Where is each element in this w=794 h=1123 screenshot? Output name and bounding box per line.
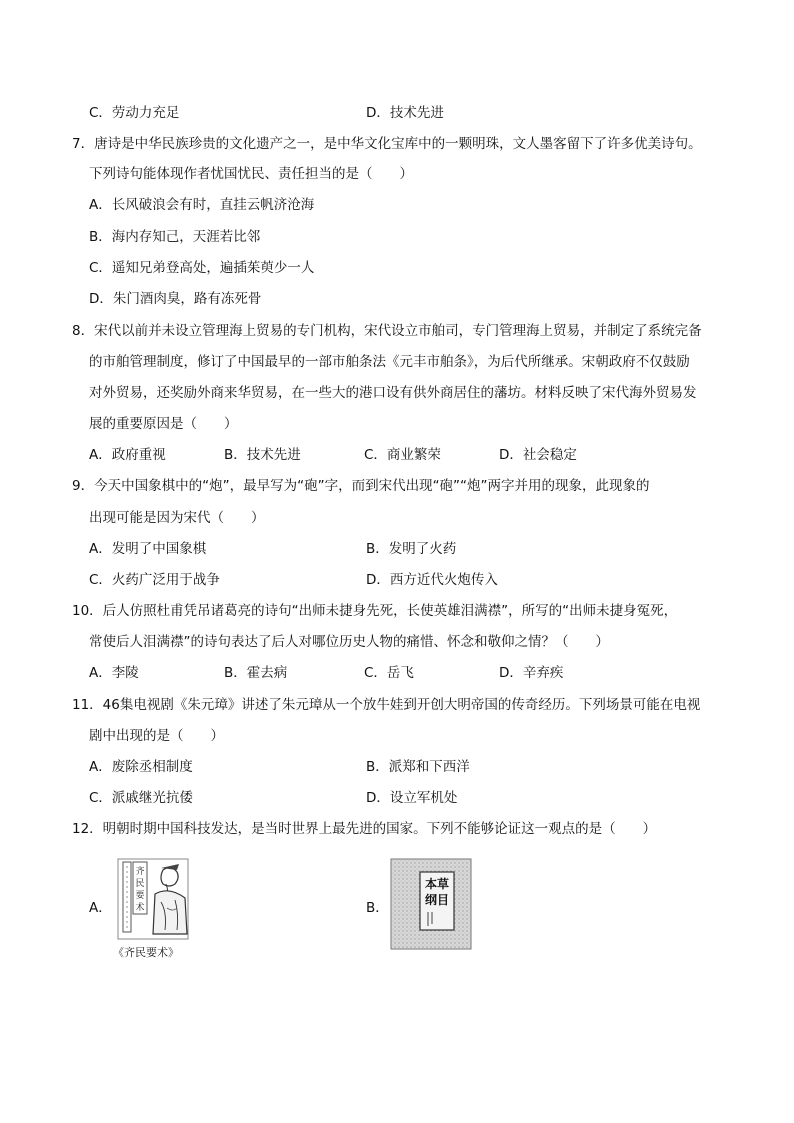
q8-stem-line-1: 8．宋代以前并未设立管理海上贸易的专门机构，宋代设立市舶司，专门管理海上贸易，并制定了系统完备: [72, 323, 702, 339]
q10-option-c: C．岳飞: [364, 665, 414, 681]
q7-option-b: B．海内存知己，天涯若比邻: [89, 229, 261, 245]
q9-option-a: A．发明了中国象棋: [89, 541, 207, 557]
q9-stem-line-2: 出现可能是因为宋代（ ）: [89, 510, 265, 526]
q8-option-d: D．社会稳定: [499, 447, 577, 463]
svg-text:民: 民: [135, 879, 145, 889]
q10-option-a: A．李陵: [89, 665, 139, 681]
q11-option-b: B．派郑和下西洋: [366, 759, 470, 775]
q7-option-a: A．长风破浪会有时，直挂云帆济沧海: [89, 197, 315, 213]
q12-option-b: B．: [366, 900, 389, 916]
svg-text:本草: 本草: [424, 877, 450, 891]
q11-option-c: C．派戚继光抗倭: [89, 790, 193, 806]
svg-text:纲目: 纲目: [424, 893, 450, 907]
bencao-gangmu-illustration: [390, 858, 472, 950]
q8-option-c: C．商业繁荣: [364, 447, 441, 463]
q8-stem-line-4: 展的重要原因是（ ）: [89, 416, 238, 432]
q9-option-c: C．火药广泛用于战争: [89, 572, 220, 588]
svg-text:齐: 齐: [135, 867, 145, 877]
q8-option-a: A．政府重视: [89, 447, 166, 463]
q8-stem-line-2: 的市舶管理制度，修订了中国最早的一部市舶条法《元丰市舶条》，为后代所继承。宋朝政府不仅鼓励: [89, 354, 690, 370]
q7-stem-line-1: 7．唐诗是中华民族珍贵的文化遗产之一，是中华文化宝库中的一颗明珠，文人墨客留下了许多优美诗句。: [72, 136, 702, 152]
q10-option-d: D．辛弃疾: [499, 665, 564, 681]
q10-stem-line-1: 10．后人仿照杜甫凭吊诸葛亮的诗句“出师未捷身先死，长使英雄泪满襟”，所写的“出师未捷身冤死，: [72, 603, 678, 619]
q6-option-c: C．劳动力充足: [89, 105, 180, 121]
q10-option-b: B．霍去病: [224, 665, 288, 681]
svg-text:术: 术: [135, 903, 145, 913]
q12-option-a: A．: [89, 900, 112, 916]
q9-option-d: D．西方近代火炮传入: [366, 572, 498, 588]
q9-option-b: B．发明了火药: [366, 541, 457, 557]
q8-stem-line-3: 对外贸易，还奖励外商来华贸易，在一些大的港口设有供外商居住的藩坊。材料反映了宋代海外贸易发: [89, 385, 697, 401]
q11-stem-line-2: 剧中出现的是（ ）: [89, 728, 224, 744]
q12-stem-line-1: 12．明朝时期中国科技发达，是当时世界上最先进的国家。下列不能够论证这一观点的是（ ）: [72, 821, 657, 837]
q11-stem-line-1: 11．46集电视剧《朱元璋》讲述了朱元璋从一个放牛娃到开创大明帝国的传奇经历。下列场景可能在电视: [72, 697, 701, 713]
q11-option-d: D．设立军机处: [366, 790, 458, 806]
q6-option-d: D．技术先进: [366, 105, 444, 121]
q9-stem-line-1: 9．今天中国象棋中的“炮”，最早写为“砲”字，而到宋代出现“砲”“炮”两字并用的现象，此现象的: [72, 478, 650, 494]
q10-stem-line-2: 常使后人泪满襟”的诗句表达了后人对哪位历史人物的痛惜、怀念和敬仰之情？（ ）: [89, 634, 609, 650]
q7-stem-line-2: 下列诗句能体现作者忧国忧民、责任担当的是（ ）: [89, 166, 413, 182]
q8-option-b: B．技术先进: [224, 447, 301, 463]
q7-option-c: C．遥知兄弟登高处，遍插茱萸少一人: [89, 260, 315, 276]
svg-text:要: 要: [135, 891, 145, 901]
q7-option-d: D．朱门酒肉臭，路有冻死骨: [89, 291, 262, 307]
qimin-yaoshu-illustration: [117, 858, 189, 940]
q11-option-a: A．废除丞相制度: [89, 759, 193, 775]
qimin-yaoshu-caption: 《齐民要术》: [113, 946, 179, 959]
